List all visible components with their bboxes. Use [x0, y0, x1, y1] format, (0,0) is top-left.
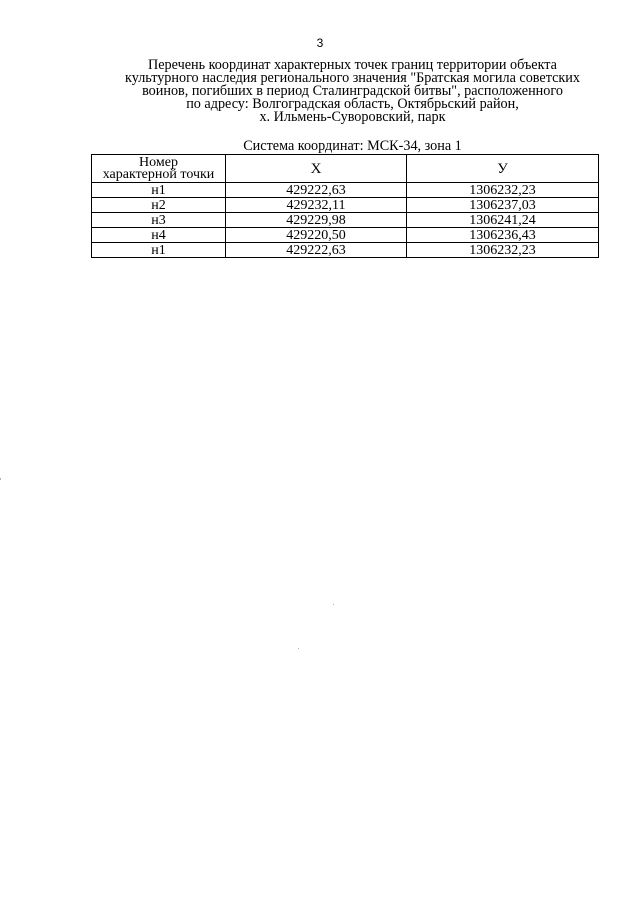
table-header-row	[92, 155, 599, 183]
title-line: воинов, погибших в период Сталинградской битвы", расположенного	[142, 83, 563, 99]
table-row	[92, 243, 599, 258]
x-cell: 429232,11	[226, 198, 407, 213]
x-cell: 429222,63	[226, 243, 407, 258]
point-number-header	[92, 155, 226, 183]
title-line: Перечень координат характерных точек границ территории объекта	[148, 57, 557, 73]
point-number-header-line: Номер	[139, 154, 178, 170]
scan-speck	[333, 604, 334, 605]
y-cell: 1306241,24	[407, 213, 599, 228]
x-header: X	[226, 155, 407, 183]
x-cell: 429220,50	[226, 228, 407, 243]
point-cell: н4	[92, 228, 226, 243]
y-cell: 1306232,23	[407, 243, 599, 258]
point-cell: н3	[92, 213, 226, 228]
table-row	[92, 213, 599, 228]
document-title	[90, 59, 615, 124]
point-cell: н1	[92, 243, 226, 258]
y-cell: 1306236,43	[407, 228, 599, 243]
coordinate-system-caption: Система координат: МСК-34, зона 1	[243, 138, 462, 154]
point-cell: н2	[92, 198, 226, 213]
x-cell: 429222,63	[226, 183, 407, 198]
table-row	[92, 228, 599, 243]
y-cell: 1306232,23	[407, 183, 599, 198]
page-number: 3	[316, 36, 324, 50]
x-cell: 429229,98	[226, 213, 407, 228]
table-row	[92, 198, 599, 213]
coordinates-table	[91, 154, 599, 258]
scan-speck	[298, 648, 299, 649]
y-header: У	[407, 155, 599, 183]
point-number-header-line: характерной точки	[102, 166, 215, 182]
title-line: культурного наследия регионального значения "Братская могила советских	[125, 70, 580, 86]
point-cell: н1	[92, 183, 226, 198]
y-cell: 1306237,03	[407, 198, 599, 213]
table-row	[92, 183, 599, 198]
scan-speck	[0, 478, 1, 480]
title-line: х. Ильмень-Суворовский, парк	[259, 109, 446, 125]
title-line: по адресу: Волгоградская область, Октябрьский район,	[186, 96, 519, 112]
